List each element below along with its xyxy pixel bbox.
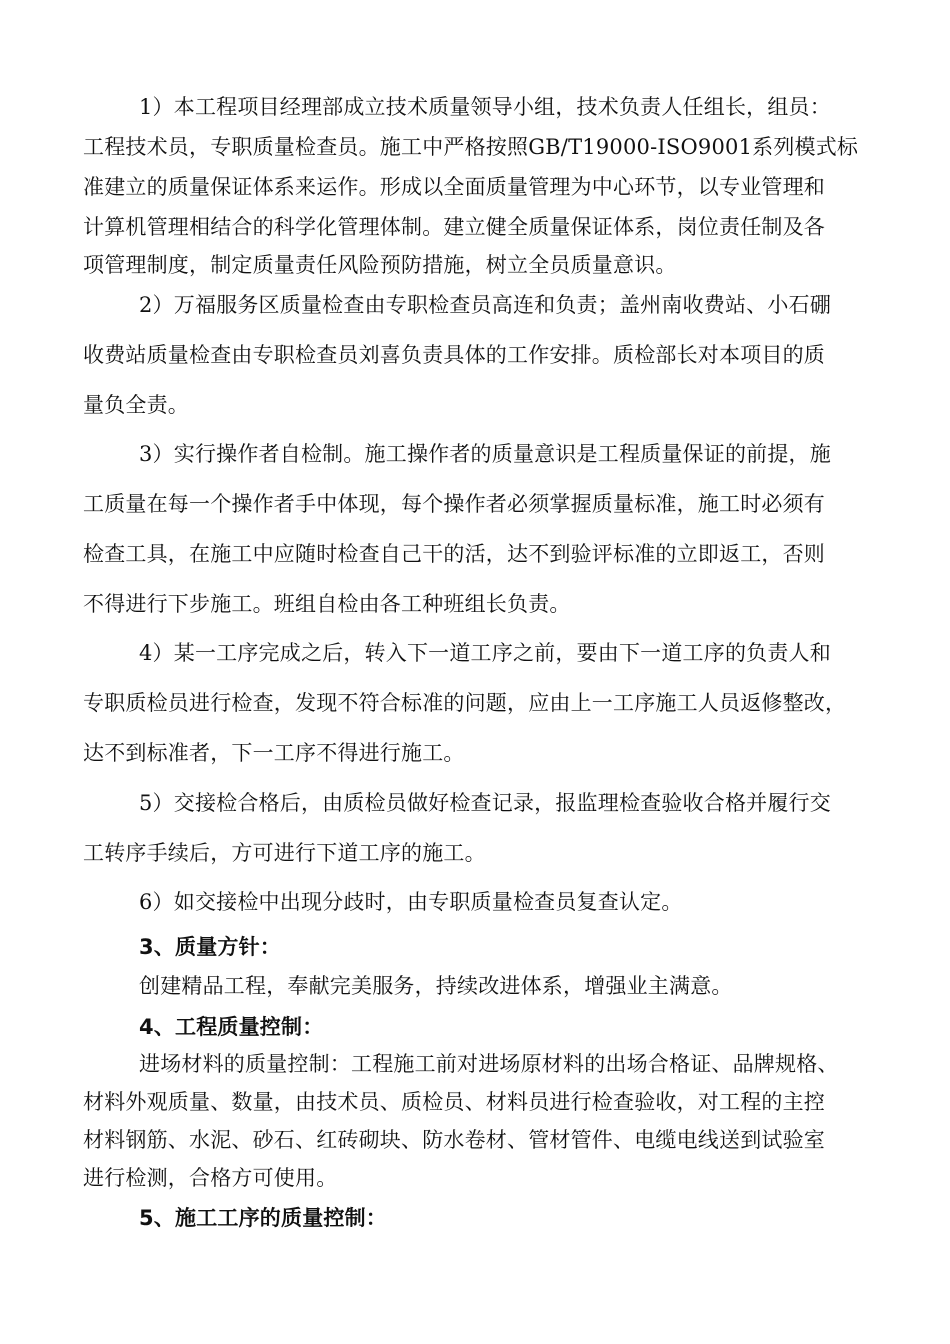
paragraph-1-line-2: 工程技术员，专职质量检查员。施工中严格按照GB/T19000-ISO9001系列模式标 [83,135,859,159]
section-heading-quality-policy: 3、质量方针： [139,935,282,959]
paragraph-2-line-3: 量负全责。 [83,393,189,417]
quality-policy-text: 创建精品工程，奉献完美服务，持续改进体系，增强业主满意。 [139,974,733,998]
paragraph-3-line-4: 不得进行下步施工。班组自检由各工种班组长负责。 [83,592,571,616]
material-control-line-3: 材料钢筋、水泥、砂石、红砖砌块、防水卷材、管材管件、电缆电线送到试验室 [83,1128,825,1152]
section-heading-quality-control: 4、工程质量控制： [139,1015,324,1039]
paragraph-3-line-3: 检查工具，在施工中应随时检查自己干的活，达不到验评标准的立即返工，否则 [83,542,825,566]
paragraph-4-line-2: 专职质检员进行检查，发现不符合标准的问题，应由上一工序施工人员返修整改， [83,691,847,715]
paragraph-2-line-2: 收费站质量检查由专职检查员刘喜负责具体的工作安排。质检部长对本项目的质 [83,343,825,367]
paragraph-4-line-3: 达不到标准者，下一工序不得进行施工。 [83,741,465,765]
paragraph-5-line-2: 工转序手续后，方可进行下道工序的施工。 [83,841,486,865]
paragraph-1-line-3: 准建立的质量保证体系来运作。形成以全面质量管理为中心环节，以专业管理和 [83,175,825,199]
paragraph-1-line-1: 1）本工程项目经理部成立技术质量领导小组，技术负责人任组长，组员： [139,95,831,119]
paragraph-3-line-1: 3）实行操作者自检制。施工操作者的质量意识是工程质量保证的前提，施 [139,442,831,466]
paragraph-2-line-1: 2）万福服务区质量检查由专职检查员高连和负责；盖州南收费站、小石硼 [139,293,831,317]
paragraph-5-line-1: 5）交接检合格后，由质检员做好检查记录，报监理检查验收合格并履行交 [139,791,831,815]
paragraph-3-line-2: 工质量在每一个操作者手中体现，每个操作者必须掌握质量标准，施工时必须有 [83,492,825,516]
material-control-line-4: 进行检测，合格方可使用。 [83,1166,338,1190]
paragraph-4-line-1: 4）某一工序完成之后，转入下一道工序之前，要由下一道工序的负责人和 [139,641,831,665]
section-heading-process-control: 5、施工工序的质量控制： [139,1206,388,1230]
paragraph-1-line-5: 项管理制度，制定质量责任风险预防措施，树立全员质量意识。 [83,253,677,277]
material-control-line-1: 进场材料的质量控制：工程施工前对进场原材料的出场合格证、品牌规格、 [139,1052,839,1076]
paragraph-6-line-1: 6）如交接检中出现分歧时，由专职质量检查员复查认定。 [139,890,683,914]
paragraph-1-line-4: 计算机管理相结合的科学化管理体制。建立健全质量保证体系，岗位责任制及各 [83,215,825,239]
material-control-line-2: 材料外观质量、数量，由技术员、质检员、材料员进行检查验收，对工程的主控 [83,1090,825,1114]
